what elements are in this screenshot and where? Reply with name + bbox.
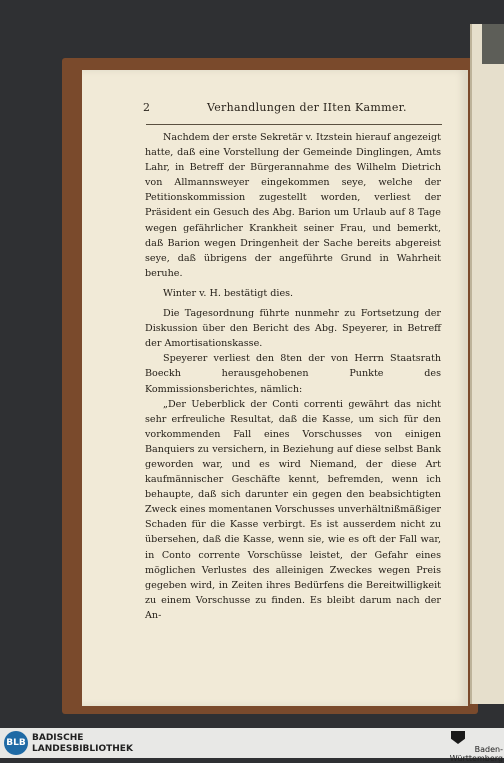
running-head: Verhandlungen der IIten Kammer. [207,101,407,114]
footer-bar [0,728,504,763]
body-text [145,130,441,623]
paragraph-2: Winter v. H. bestätigt dies. [163,287,294,299]
library-name [32,733,133,755]
library-name-line2: LANDESBIBLIOTHEK [32,744,133,754]
blb-logo-icon: BLB [4,731,28,755]
paragraph-5: „Der Ueberblick der Conti correnti gewährt das nicht sehr erfreuliche Resultat, daß die Kasse, um sich für den vorkommenden Fall eines Vorschusses von einigen Banquiers zu versichern, in Beziehung auf diese selbst Bank geworden war, und es wird Niemand, der diese Art kaufmännischer Geschäfte kennt, befremden, wenn ich behaupte, daß sich darunter ein gegen den beabsichtigten Zweck eines momentanen Vorschusses unverhältnißmäßiger Schaden für die Kasse verbirgt. Es ist ausserdem nicht zu übersehen, daß die Kasse, wenn sie, wie es oft der Fall war, in Conto corrente Vorschüsse leistet, der Gefahr eines möglichen Verlustes des alleinigen Zweckes wegen Preis gegeben wird, in Zeiten ihres Bedürfens die Bereitwilligkeit zu einem Vorschusse zu finden. Es bleibt darum nach der An- [145,398,441,621]
paragraph-1: Nachdem der erste Sekretär v. Itzstein hierauf angezeigt hatte, daß eine Vorstellung der Gemeinde Dinglingen, Amts Lahr, in Betreff der Bürgerannahme des Wilhelm Dietrich von Allmannsweyer eingekommen seye, welche der Petitionskommission zugestellt worden, verliest der Präsident ein Gesuch des Abg. Barion um Urlaub auf 8 Tage wegen gefährlicher Krankheit seiner Frau, und bemerkt, daß Barion wegen Dringenheit der Sache bereits abgereist seye, daß übrigens der angeführte Grund in Wahrheit beruhe. [145,132,441,279]
page-stack-edge [470,24,504,704]
coat-of-arms-icon [451,731,465,744]
bookmark-tab [482,24,504,64]
page-header [145,101,445,114]
header-rule [146,124,442,125]
partner-name: Baden-Württemberg [449,745,503,763]
page-number: 2 [143,101,150,114]
paragraph-4: Speyerer verliest den 8ten der von Herrn Staatsrath Boeckh herausgehobenen Punkte des Kommissionsberichtes, nämlich: [145,353,441,395]
paragraph-3: Die Tagesordnung führte nunmehr zu Fortsetzung der Diskussion über den Bericht des Abg. Speyerer, in Betreff der Amortisationskasse. [145,308,441,350]
library-name-line1: BADISCHE [32,733,84,743]
